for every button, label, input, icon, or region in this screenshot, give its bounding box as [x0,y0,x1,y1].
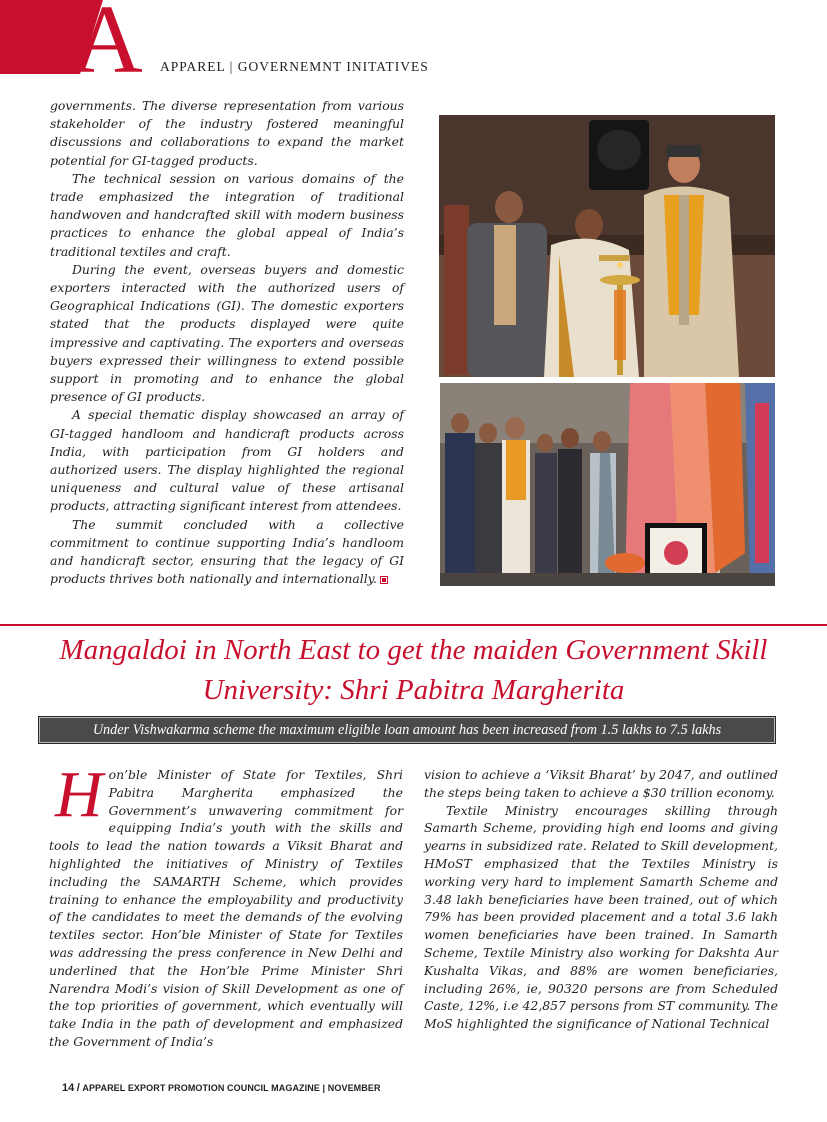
top-paragraph-4: A special thematic display showcased an array of GI-tagged handloom and handicraft products across India, with participation from GI holders and authorized users. The display highlighted the regional uniqueness and cultural value of these artisanal products, attracting significant interest from attendees. [50,407,404,514]
section-logo [0,0,150,78]
top-paragraph-5-text: The summit concluded with a collective commitment to continue supporting India’s handloom and handicraft sector, ensuring that the legacy of GI products thrives both nationally and internationally. [50,516,404,587]
section-divider [0,624,827,626]
top-paragraph-5 [50,516,404,589]
section-label: APPAREL | GOVERNEMNT INITATIVES [160,59,429,74]
article-subheadline: Under Vishwakarma scheme the maximum eligible loan amount has been increased from 1.5 lakhs to 7.5 lakhs [38,716,776,744]
article-paragraph-1: on’ble Minister of State for Textiles, Shri Pabitra Margherita emphasized the Government’s unwavering commitment for equipping India’s youth with the skills and tools to lead the nation towards a Viksit Bharat and highlighted the initiatives of Ministry of Textiles including the SAMARTH Scheme, which provides training to enhance the employability and productivity of the candidates to meet the demands of the evolving textiles sector. Hon’ble Minister of State for Textiles was addressing the press conference in New Delhi and underlined that the Hon’ble Prime Minister Shri Narendra Modi’s vision of Skill Development as one of the top priorities of government, which eventually will take India in the path of development and emphasized the Government of India’s [49,767,403,1049]
page-footer [62,1082,381,1094]
top-paragraph-3: During the event, overseas buyers and domestic exporters interacted with the authorized users of Geographical Indications (GI). The domestic exporters stated that the products displayed were quite impressive and captivating. The exporters and overseas buyers expressed their willingness to extend possible support in promoting and to enhance the global presence of GI products. [50,261,404,405]
top-article-column [50,97,404,588]
photo-lamp-lighting [439,115,775,377]
article-end-icon [380,576,388,584]
article-paragraph-2: vision to achieve a ‘Viksit Bharat’ by 2047, and outlined the steps being taken to achieve a $30 trillion economy. [424,767,778,800]
footer-separator: / [76,1082,80,1094]
article-column-right [424,766,778,1033]
page-number: 14 [62,1082,75,1094]
top-paragraph-2: The technical session on various domains of the trade emphasized the integration of traditional handwoven and handcrafted skill with modern business practices to enhance the global appeal of India’s traditional textiles and craft. [50,170,404,259]
article-paragraph-3: Textile Ministry encourages skilling through Samarth Scheme, providing high end looms and giving yearns in subsidized rate. Related to Skill development, HMoST emphasized that the Textiles Ministry is working very hard to implement Samarth Scheme and 3.48 lakh beneficiaries have been trained, out of which 79% has been provided placement and a total 3.6 lakh women beneficiaries have been trained. In Samarth Scheme, Textile Ministry also working for Dakshta Aur Kushalta Vikas, and 88% are women beneficiaries, including 26%, ie, 90320 persons are from Scheduled Caste, 12%, i.e 42,857 persons from ST community. The MoS highlighted the significance of National Technical [424,802,778,1032]
top-paragraph-1: governments. The diverse representation from various stakeholder of the industry fostered meaningful discussions and collaborations to expand the market potential for GI-tagged products. [50,98,404,168]
publication-name: APPAREL EXPORT PROMOTION COUNCIL MAGAZINE | NOVEMBER [82,1083,381,1093]
photo-exhibition-display [440,383,775,586]
article-headline: Mangaldoi in North East to get the maiden Government Skill University: Shri Pabitra Margherita [59,634,768,706]
article-column-left [49,758,403,1051]
drop-cap: H [55,758,103,831]
logo-letter: A [72,0,143,78]
